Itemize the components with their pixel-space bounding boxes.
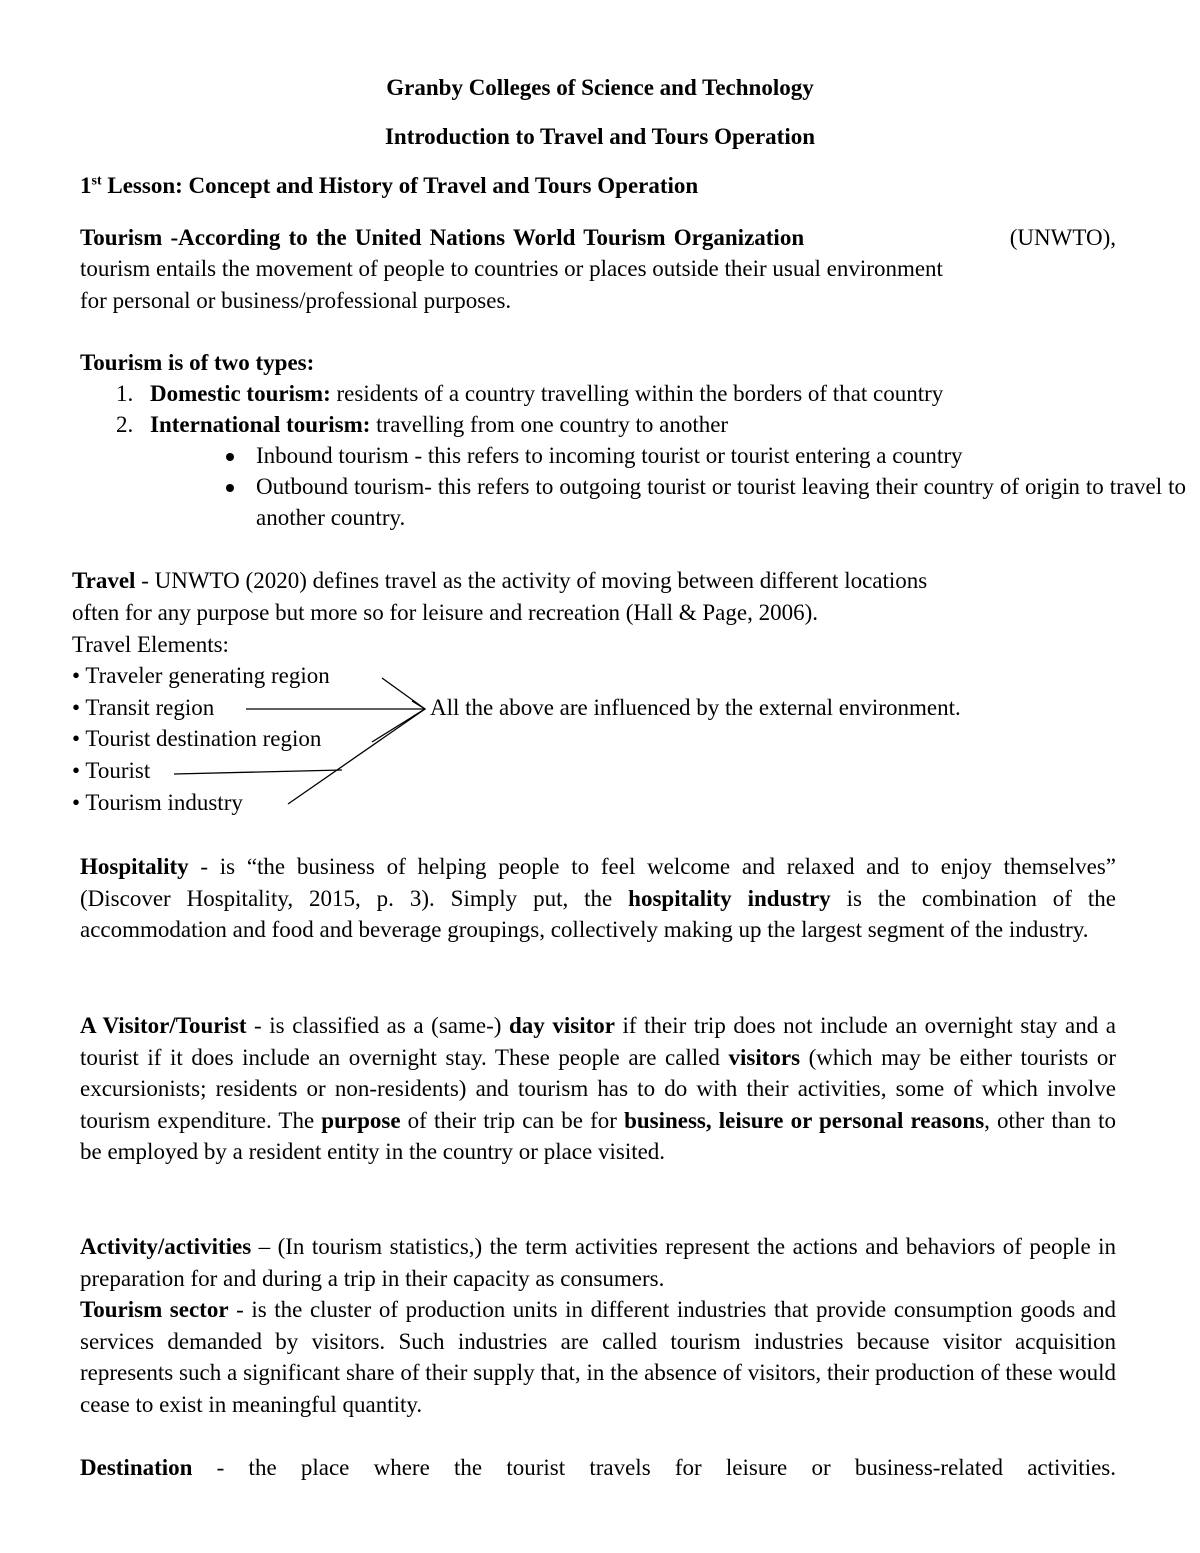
tourism-definition-line2: for personal or business/professional purposes. <box>80 288 512 313</box>
list-item: 1. Domestic tourism: residents of a country travelling within the borders of that country <box>116 381 944 406</box>
connector-line <box>372 709 425 742</box>
travel-definition-line2: often for any purpose but more so for leisure and recreation (Hall & Page, 2006). <box>72 600 818 625</box>
tourism-types-list <box>80 378 1186 533</box>
travel-element-5: • Tourism industry <box>72 790 243 815</box>
college-name: Granby Colleges of Science and Technology <box>386 75 814 100</box>
travel-element-3: • Tourist destination region <box>72 726 322 751</box>
travel-element-4: • Tourist <box>72 758 151 783</box>
tourism-definition-line1: tourism entails the movement of people to countries or places outside their usual environment <box>80 256 943 281</box>
list-item: 2. International tourism: travelling from one country to another Inbound tourism - this refers to incoming tourist or tourist entering a country Outbound tourism- this refers to outgoing tourist or tourist leaving their country of origin to travel to another country. <box>80 409 1140 533</box>
activity-paragraph: Activity/activities – (In tourism statistics,) the term activities represent the actions and behaviors of people in preparation for and during a trip in their capacity as consumers. <box>80 1234 1116 1291</box>
travel-influence-note: All the above are influenced by the external environment. <box>430 695 961 720</box>
travel-element-1: • Traveler generating region <box>72 663 330 688</box>
list-item: Inbound tourism - this refers to incoming tourist or tourist entering a country <box>150 440 1186 471</box>
lesson-title: 1st Lesson: Concept and History of Travel and Tours Operation <box>80 173 699 198</box>
connector-line <box>174 770 342 774</box>
visitor-paragraph: A Visitor/Tourist - is classified as a (same-) day visitor if their trip does not include an overnight stay and a tourist if it does include an overnight stay. These people are called visitors (which may be either tourists or excursionists; residents or non-residents) and tourism has to do with their activities, some of which involve tourism expenditure. The purpose of their trip can be for business, leisure or personal reasons, other than to be employed by a resident entity in the country or place visited. <box>80 1013 1117 1165</box>
international-subtypes <box>150 440 1186 533</box>
connector-line <box>382 678 425 709</box>
hospitality-paragraph: Hospitality - is “the business of helping people to feel welcome and relaxed and to enjoy themselves” (Discover Hospitality, 2015, p. 3). Simply put, the hospitality industry is the combination of the accommodation and food and beverage groupings, collectively making up the largest segment of the industry. <box>80 854 1116 943</box>
tourism-types-heading: Tourism is of two types: <box>80 350 315 375</box>
tourism-sector-paragraph: Tourism sector - is the cluster of production units in different industries that provide consumption goods and services demanded by visitors. Such industries are called tourism industries because visitor acquisition represents such a significant share of their supply that, in the absence of visitors, their production of these would cease to exist in meaningful quantity. <box>80 1297 1116 1417</box>
list-item: Outbound tourism- this refers to outgoing tourist or tourist leaving their country of origin to travel to another country. <box>150 471 1186 533</box>
destination-paragraph: Destination - the place where the tourist travels for leisure or business-related activities. <box>80 1455 1116 1480</box>
bullet-icon <box>226 484 234 492</box>
travel-elements-label: Travel Elements: <box>72 632 229 657</box>
tourism-definition-title: Tourism -According to the United Nations World Tourism Organization (UNWTO), <box>80 225 1116 250</box>
course-title: Introduction to Travel and Tours Operation <box>384 124 816 149</box>
arrow-head-icon <box>412 701 425 717</box>
travel-definition-line1: Travel - UNWTO (2020) defines travel as the activity of moving between different locations <box>72 568 928 593</box>
travel-element-2: • Transit region <box>72 695 215 720</box>
bullet-icon <box>226 453 234 461</box>
